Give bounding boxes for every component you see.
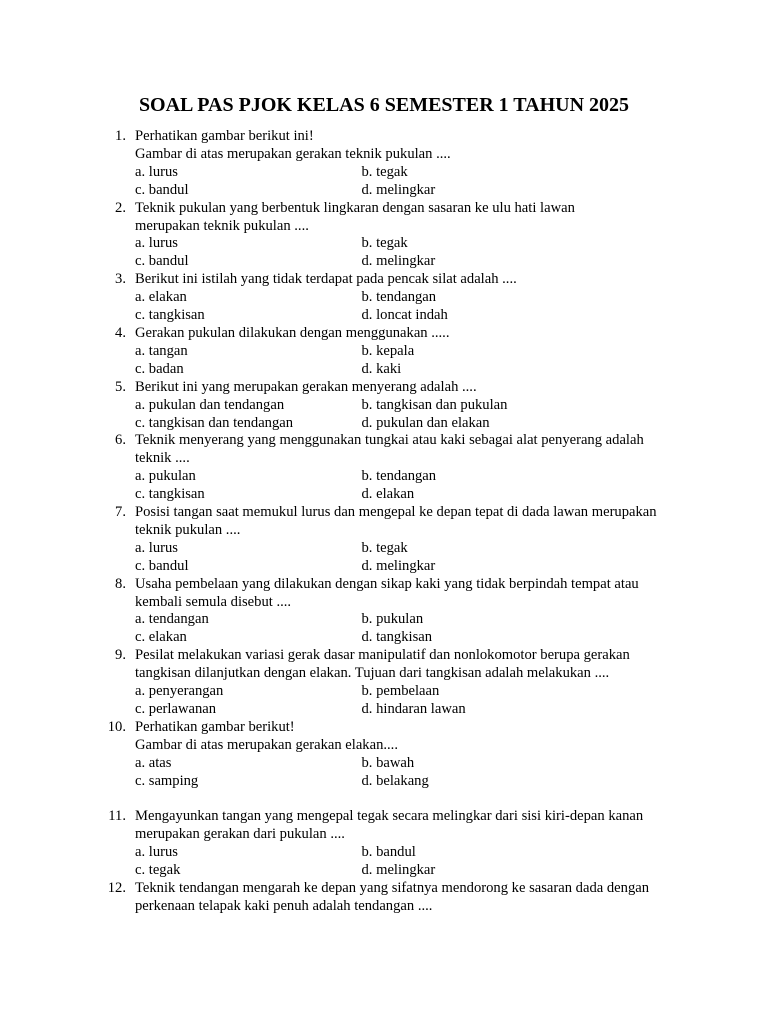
answer-option: d. hindaran lawan xyxy=(361,701,466,717)
question-text-line: Perhatikan gambar berikut ini! xyxy=(135,128,314,144)
answer-option: a. penyerangan xyxy=(135,683,224,700)
question-number: 4. xyxy=(115,324,126,341)
answer-option: d. melingkar xyxy=(361,862,436,879)
answer-option: b. tegak xyxy=(361,539,408,556)
answer-option: a. tendangan xyxy=(135,611,209,628)
answer-option: a. lurus xyxy=(135,163,178,180)
answer-option: d. tangkisan xyxy=(361,629,433,646)
answer-options xyxy=(135,343,595,379)
question-item xyxy=(0,647,768,719)
answer-option: b. bawah xyxy=(361,754,415,771)
answer-option: a. pukulan dan tendangan xyxy=(135,396,285,413)
answer-option: a. lurus xyxy=(135,235,178,252)
answer-option: a. pukulan xyxy=(135,468,196,485)
answer-option: d. belakang xyxy=(361,772,429,789)
answer-option: c. samping xyxy=(135,772,199,789)
answer-option: a. elakan xyxy=(135,289,187,306)
answer-option: b. bandul xyxy=(361,844,416,861)
question-text-line: Berikut ini yang merupakan gerakan menyerang adalah .... xyxy=(135,378,477,395)
question-text-line: merupakan gerakan dari pukulan .... xyxy=(135,826,345,843)
document-title: SOAL PAS PJOK KELAS 6 SEMESTER 1 TAHUN 2025 xyxy=(138,94,630,116)
question-body xyxy=(135,271,695,325)
answer-option: b. pukulan xyxy=(361,611,424,628)
answer-option: b. pembelaan xyxy=(361,683,440,700)
question-text-line: Gambar di atas merupakan gerakan elakan.... xyxy=(135,736,398,753)
answer-option: b. tegak xyxy=(361,235,408,252)
question-body xyxy=(135,576,695,648)
answer-options xyxy=(135,397,595,433)
question-body xyxy=(135,880,695,916)
question-body xyxy=(135,808,695,880)
question-text-line: Teknik pukulan yang berbentuk lingkaran dengan sasaran ke ulu hati lawan xyxy=(135,199,575,216)
question-number: 11. xyxy=(108,808,126,825)
question-number: 8. xyxy=(115,575,126,592)
question-number: 6. xyxy=(115,432,126,449)
question-item xyxy=(0,379,768,433)
question-text-line: Perhatikan gambar berikut! xyxy=(135,718,295,735)
question-text-line: Teknik menyerang yang menggunakan tungkai atau kaki sebagai alat penyerang adalah xyxy=(135,432,644,449)
question-item xyxy=(0,128,768,200)
question-text-line: Mengayunkan tangan yang mengepal tegak secara melingkar dari sisi kiri-depan kanan xyxy=(135,808,644,825)
answer-options xyxy=(135,468,595,504)
question-text-line: Gambar di atas merupakan gerakan teknik pukulan .... xyxy=(135,145,451,162)
answer-options xyxy=(135,164,595,200)
answer-options xyxy=(135,235,595,271)
question-number: 2. xyxy=(115,199,126,216)
answer-option: c. tangkisan dan tendangan xyxy=(135,414,294,431)
answer-option: c. bandul xyxy=(135,253,189,270)
answer-option: a. tangan xyxy=(135,342,188,359)
answer-option: c. bandul xyxy=(135,181,189,198)
answer-options xyxy=(135,683,595,719)
answer-option: b. kepala xyxy=(361,342,415,359)
question-item xyxy=(0,576,768,648)
answer-option: c. perlawanan xyxy=(135,701,217,717)
question-item xyxy=(0,880,768,916)
question-item xyxy=(0,719,768,791)
answer-option: d. kaki xyxy=(361,360,402,377)
answer-options xyxy=(135,844,595,880)
answer-option: d. melingkar xyxy=(361,253,436,270)
answer-option: c. badan xyxy=(135,360,184,377)
answer-option: c. bandul xyxy=(135,557,189,574)
question-text-line: Berikut ini istilah yang tidak terdapat pada pencak silat adalah .... xyxy=(135,271,517,288)
answer-option: b. tegak xyxy=(361,163,408,180)
question-item xyxy=(0,432,768,504)
question-item xyxy=(0,808,768,880)
question-number: 1. xyxy=(115,128,126,144)
question-item xyxy=(0,325,768,379)
question-body xyxy=(135,325,695,379)
answer-option: a. lurus xyxy=(135,539,178,556)
question-text-line: merupakan teknik pukulan .... xyxy=(135,217,309,234)
question-text-line: Pesilat melakukan variasi gerak dasar manipulatif dan nonlokomotor berupa gerakan xyxy=(135,647,630,664)
question-number: 7. xyxy=(115,504,126,521)
question-body xyxy=(135,647,695,719)
answer-option: d. pukulan dan elakan xyxy=(361,414,490,431)
question-number: 5. xyxy=(115,378,126,395)
answer-option: d. loncat indah xyxy=(361,307,448,324)
answer-option: d. melingkar xyxy=(361,181,436,198)
question-text-line: Teknik tendangan mengarah ke depan yang sifatnya mendorong ke sasaran dada dengan xyxy=(135,880,650,897)
question-text-line: perkenaan telapak kaki penuh adalah tendangan .... xyxy=(135,897,433,914)
answer-option: a. lurus xyxy=(135,844,178,861)
question-text-line: Gerakan pukulan dilakukan dengan menggunakan ..... xyxy=(135,324,450,341)
question-number: 3. xyxy=(115,271,126,288)
answer-option: d. melingkar xyxy=(361,557,436,574)
question-number: 9. xyxy=(115,647,126,664)
answer-option: a. atas xyxy=(135,754,172,771)
question-item xyxy=(0,271,768,325)
question-number: 10. xyxy=(107,718,126,735)
answer-option: d. elakan xyxy=(361,486,415,503)
answer-options xyxy=(135,540,595,576)
answer-option: b. tendangan xyxy=(361,468,437,485)
answer-option: b. tangkisan dan pukulan xyxy=(361,396,508,413)
question-text-line: kembali semula disebut .... xyxy=(135,593,292,610)
question-text-line: tangkisan dilanjutkan dengan elakan. Tujuan dari tangkisan adalah melakukan .... xyxy=(135,665,610,682)
question-text-line: Posisi tangan saat memukul lurus dan mengepal ke depan tepat di dada lawan merupakan xyxy=(135,504,657,521)
question-body xyxy=(135,128,695,200)
answer-option: c. tangkisan xyxy=(135,486,205,503)
answer-option: c. tangkisan xyxy=(135,307,205,324)
question-item xyxy=(0,200,768,272)
question-text-line: Usaha pembelaan yang dilakukan dengan sikap kaki yang tidak berpindah tempat atau xyxy=(135,575,639,592)
question-body xyxy=(135,504,695,576)
question-body xyxy=(135,719,695,791)
question-body xyxy=(135,379,695,433)
answer-options xyxy=(135,611,595,647)
question-number: 12. xyxy=(107,880,126,897)
question-body xyxy=(135,200,695,272)
answer-option: c. elakan xyxy=(135,629,187,646)
question-body xyxy=(135,432,695,504)
question-text-line: teknik .... xyxy=(135,450,190,467)
answer-options xyxy=(135,289,595,325)
answer-options xyxy=(135,755,595,791)
answer-option: c. tegak xyxy=(135,862,181,879)
question-item xyxy=(0,504,768,576)
question-text-line: teknik pukulan .... xyxy=(135,521,241,538)
answer-option: b. tendangan xyxy=(361,289,437,306)
question-list xyxy=(0,128,768,916)
